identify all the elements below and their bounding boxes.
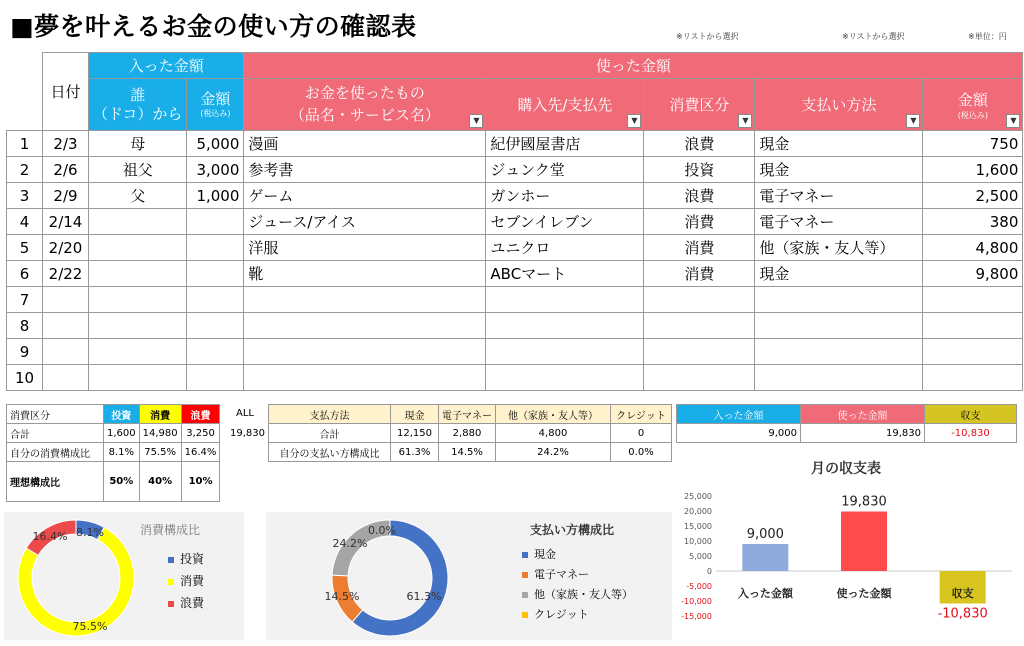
legend-swatch-credit bbox=[522, 612, 528, 618]
row-number: 9 bbox=[7, 339, 43, 365]
all-label: ALL bbox=[236, 408, 254, 419]
date-cell[interactable] bbox=[43, 365, 89, 391]
legend-investment bbox=[168, 550, 204, 567]
date-cell[interactable]: 2/6 bbox=[43, 157, 89, 183]
income-group-header: 入った金額 bbox=[89, 53, 244, 79]
method-donut-panel bbox=[266, 512, 672, 640]
legend-swatch-consumption bbox=[168, 579, 174, 585]
legend-swatch-emoney bbox=[522, 572, 528, 578]
from-cell[interactable] bbox=[89, 209, 187, 235]
balance-chart-title: 月の収支表 bbox=[811, 461, 881, 477]
y-tick-label: -5,000 bbox=[686, 582, 712, 591]
category-label-1: 使った金額 bbox=[836, 587, 892, 600]
method-cell[interactable] bbox=[755, 339, 923, 365]
income-cell[interactable] bbox=[187, 365, 244, 391]
method-cell[interactable]: 現金 bbox=[755, 131, 923, 157]
category-cell[interactable]: 消費 bbox=[644, 235, 755, 261]
row-number: 10 bbox=[7, 365, 43, 391]
ratio-consumption: 75.5% bbox=[139, 443, 181, 462]
legend-waste-label: 浪費 bbox=[180, 596, 205, 610]
category-cell[interactable] bbox=[644, 365, 755, 391]
from-cell[interactable] bbox=[89, 365, 187, 391]
item-header-line2: （品名・サービス名） bbox=[289, 105, 440, 124]
ratio-investment: 8.1% bbox=[104, 443, 140, 462]
category-donut-value-label-2: 16.4% bbox=[32, 530, 68, 543]
unit-note: ※単位：円 bbox=[968, 32, 1007, 41]
method-cell[interactable]: 他（家族・友人等） bbox=[755, 235, 923, 261]
balance-income-header: 入った金額 bbox=[677, 405, 801, 424]
income-amount-label: 金額 bbox=[200, 90, 231, 109]
store-cell[interactable]: 紀伊國屋書店 bbox=[486, 131, 644, 157]
table-row bbox=[7, 287, 1023, 313]
col-consumption: 消費 bbox=[139, 405, 181, 424]
category-header bbox=[644, 79, 755, 131]
method-donut-value-label-3: 0.0% bbox=[368, 524, 396, 537]
store-header-label: 購入先/支払先 bbox=[517, 96, 613, 114]
y-tick-label: 25,000 bbox=[684, 492, 712, 501]
item-cell[interactable] bbox=[244, 313, 486, 339]
legend-other bbox=[522, 586, 633, 602]
balance-spent-header: 使った金額 bbox=[801, 405, 925, 424]
method-cell[interactable]: 電子マネー bbox=[755, 183, 923, 209]
row-number: 4 bbox=[7, 209, 43, 235]
total-consumption: 14,980 bbox=[139, 424, 181, 443]
y-tick-label: 0 bbox=[706, 567, 712, 576]
table-row bbox=[7, 339, 1023, 365]
category-cell[interactable]: 浪費 bbox=[644, 183, 755, 209]
bar-value-label-1: 19,830 bbox=[841, 494, 887, 510]
income-cell[interactable] bbox=[187, 339, 244, 365]
item-cell[interactable]: ジュース/アイス bbox=[244, 209, 486, 235]
corner-cell-2 bbox=[7, 79, 43, 131]
method-header-label: 支払い方法 bbox=[801, 96, 877, 114]
category-label-2: 収支 bbox=[951, 587, 974, 600]
row-number: 3 bbox=[7, 183, 43, 209]
method-cell[interactable]: 現金 bbox=[755, 157, 923, 183]
amount-cell[interactable] bbox=[923, 287, 1023, 313]
table-row bbox=[7, 157, 1023, 183]
who-header bbox=[89, 79, 187, 131]
income-cell[interactable] bbox=[187, 261, 244, 287]
store-cell[interactable] bbox=[486, 287, 644, 313]
row-number: 5 bbox=[7, 235, 43, 261]
method-donut-value-label-1: 14.5% bbox=[324, 590, 360, 603]
ratio-cash: 61.3% bbox=[391, 443, 439, 462]
from-cell[interactable] bbox=[89, 313, 187, 339]
total-investment: 1,600 bbox=[104, 424, 140, 443]
income-amount-header bbox=[187, 79, 244, 131]
ideal-consumption: 40% bbox=[139, 462, 181, 502]
amount-cell[interactable]: 4,800 bbox=[923, 235, 1023, 261]
income-cell[interactable]: 5,000 bbox=[187, 131, 244, 157]
row-number: 1 bbox=[7, 131, 43, 157]
category-donut-panel bbox=[4, 512, 244, 640]
col-cash: 現金 bbox=[391, 405, 439, 424]
y-tick-label: 15,000 bbox=[684, 522, 712, 531]
legend-other-label: 他（家族・友人等） bbox=[534, 588, 633, 601]
list-note-1: ※リストから選択 bbox=[676, 32, 739, 41]
category-ratio-label: 自分の消費構成比 bbox=[7, 443, 104, 462]
from-cell[interactable] bbox=[89, 287, 187, 313]
amount-cell[interactable] bbox=[923, 339, 1023, 365]
total-waste: 3,250 bbox=[181, 424, 220, 443]
spent-amount-header bbox=[923, 79, 1023, 131]
table-row bbox=[7, 131, 1023, 157]
row-number: 7 bbox=[7, 287, 43, 313]
balance-bar-chart bbox=[676, 448, 1016, 640]
item-header bbox=[244, 79, 486, 131]
ideal-investment: 50% bbox=[104, 462, 140, 502]
category-cell[interactable] bbox=[644, 313, 755, 339]
amount-cell[interactable]: 2,500 bbox=[923, 183, 1023, 209]
category-donut-chart bbox=[4, 512, 244, 640]
total-other: 4,800 bbox=[496, 424, 611, 443]
table-row bbox=[7, 261, 1023, 287]
method-donut-value-label-0: 61.3% bbox=[406, 590, 442, 603]
legend-credit bbox=[522, 606, 589, 622]
from-cell[interactable] bbox=[89, 261, 187, 287]
category-cell[interactable]: 消費 bbox=[644, 209, 755, 235]
category-cell[interactable]: 消費 bbox=[644, 261, 755, 287]
amount-cell[interactable] bbox=[923, 313, 1023, 339]
total-credit: 0 bbox=[611, 424, 672, 443]
from-cell[interactable] bbox=[89, 235, 187, 261]
y-tick-label: -10,000 bbox=[681, 597, 712, 606]
method-cell[interactable]: 電子マネー bbox=[755, 209, 923, 235]
bar-value-label-0: 9,000 bbox=[746, 527, 784, 542]
legend-cash bbox=[522, 546, 556, 562]
item-filter-dropdown[interactable]: ▼ bbox=[469, 114, 483, 128]
amount-cell[interactable]: 1,600 bbox=[923, 157, 1023, 183]
ratio-other: 24.2% bbox=[496, 443, 611, 462]
table-row bbox=[7, 365, 1023, 391]
col-emoney: 電子マネー bbox=[439, 405, 496, 424]
item-cell[interactable]: ゲーム bbox=[244, 183, 486, 209]
page-title: ■夢を叶えるお金の使い方の確認表 bbox=[10, 12, 417, 41]
legend-swatch-cash bbox=[522, 552, 528, 558]
method-donut-title: 支払い方構成比 bbox=[530, 523, 615, 537]
method-ratio-label: 自分の支払い方構成比 bbox=[269, 443, 391, 462]
category-donut-value-label-0: 8.1% bbox=[76, 526, 104, 539]
all-total: 19,830 bbox=[230, 428, 265, 439]
from-cell[interactable]: 祖父 bbox=[89, 157, 187, 183]
ratio-credit: 0.0% bbox=[611, 443, 672, 462]
category-label-0: 入った金額 bbox=[737, 587, 793, 600]
legend-credit-label: クレジット bbox=[534, 608, 589, 621]
store-cell[interactable] bbox=[486, 339, 644, 365]
category-total-label: 合計 bbox=[7, 424, 104, 443]
y-tick-label: 10,000 bbox=[684, 537, 712, 546]
table-row bbox=[7, 313, 1023, 339]
store-cell[interactable]: ABCマート bbox=[486, 261, 644, 287]
legend-swatch-other bbox=[522, 592, 528, 598]
item-cell[interactable]: 洋服 bbox=[244, 235, 486, 261]
bar-value-label-2: -10,830 bbox=[937, 606, 988, 622]
legend-cash-label: 現金 bbox=[534, 548, 556, 561]
from-cell[interactable] bbox=[89, 339, 187, 365]
y-tick-label: 20,000 bbox=[684, 507, 712, 516]
col-other: 他（家族・友人等） bbox=[496, 405, 611, 424]
spent-group-header: 使った金額 bbox=[244, 53, 1023, 79]
balance-table bbox=[676, 404, 1017, 443]
spent-amount-label: 金額 bbox=[957, 90, 988, 109]
row-number: 8 bbox=[7, 313, 43, 339]
category-cell[interactable]: 投資 bbox=[644, 157, 755, 183]
category-cell[interactable] bbox=[644, 287, 755, 313]
method-cell[interactable]: 現金 bbox=[755, 261, 923, 287]
legend-emoney-label: 電子マネー bbox=[534, 568, 589, 581]
category-cell[interactable] bbox=[644, 339, 755, 365]
legend-emoney bbox=[522, 566, 589, 582]
store-cell[interactable]: ユニクロ bbox=[486, 235, 644, 261]
store-cell[interactable]: ガンホー bbox=[486, 183, 644, 209]
legend-investment-label: 投資 bbox=[180, 552, 205, 566]
date-cell[interactable] bbox=[43, 287, 89, 313]
date-cell[interactable] bbox=[43, 339, 89, 365]
who-header-line1: 誰 bbox=[130, 85, 146, 104]
category-summary-table bbox=[6, 404, 220, 502]
date-cell[interactable]: 2/22 bbox=[43, 261, 89, 287]
date-cell[interactable]: 2/20 bbox=[43, 235, 89, 261]
y-tick-label: 5,000 bbox=[689, 552, 712, 561]
ratio-waste: 16.4% bbox=[181, 443, 220, 462]
income-cell[interactable]: 1,000 bbox=[187, 183, 244, 209]
item-cell[interactable]: 靴 bbox=[244, 261, 486, 287]
method-summary-table bbox=[268, 404, 672, 462]
table-row bbox=[7, 209, 1023, 235]
method-header bbox=[755, 79, 923, 131]
item-header-line1: お金を使ったもの bbox=[304, 83, 425, 102]
date-cell[interactable]: 2/14 bbox=[43, 209, 89, 235]
item-cell[interactable] bbox=[244, 365, 486, 391]
table-row bbox=[7, 183, 1023, 209]
ideal-waste: 10% bbox=[181, 462, 220, 502]
store-header bbox=[486, 79, 644, 131]
method-label: 支払方法 bbox=[269, 405, 391, 424]
total-emoney: 2,880 bbox=[439, 424, 496, 443]
who-header-line2: （ドコ）から bbox=[93, 104, 183, 123]
income-cell[interactable]: 3,000 bbox=[187, 157, 244, 183]
legend-swatch-investment bbox=[168, 557, 174, 563]
category-filter-dropdown[interactable]: ▼ bbox=[738, 114, 752, 128]
store-cell[interactable] bbox=[486, 313, 644, 339]
col-investment: 投資 bbox=[104, 405, 140, 424]
method-cell[interactable] bbox=[755, 365, 923, 391]
method-cell[interactable] bbox=[755, 313, 923, 339]
balance-net-value: -10,830 bbox=[925, 424, 1017, 443]
ideal-ratio-label: 理想構成比 bbox=[7, 462, 104, 502]
item-cell[interactable] bbox=[244, 287, 486, 313]
balance-net-header: 収支 bbox=[925, 405, 1017, 424]
income-cell[interactable] bbox=[187, 209, 244, 235]
date-header: 日付 bbox=[43, 53, 89, 131]
ledger-table bbox=[6, 52, 1023, 391]
store-cell[interactable] bbox=[486, 365, 644, 391]
category-cell[interactable]: 浪費 bbox=[644, 131, 755, 157]
table-row bbox=[7, 235, 1023, 261]
store-cell[interactable]: セブンイレブン bbox=[486, 209, 644, 235]
method-filter-dropdown[interactable]: ▼ bbox=[906, 114, 920, 128]
legend-consumption bbox=[168, 572, 204, 589]
method-donut-value-label-2: 24.2% bbox=[332, 537, 368, 550]
item-cell[interactable] bbox=[244, 339, 486, 365]
balance-spent-value: 19,830 bbox=[801, 424, 925, 443]
balance-chart-panel bbox=[676, 448, 1016, 640]
amount-cell[interactable]: 380 bbox=[923, 209, 1023, 235]
income-cell[interactable] bbox=[187, 235, 244, 261]
legend-consumption-label: 消費 bbox=[180, 574, 205, 588]
income-cell[interactable] bbox=[187, 313, 244, 339]
row-number: 2 bbox=[7, 157, 43, 183]
category-header-label: 消費区分 bbox=[669, 96, 730, 114]
date-cell[interactable]: 2/3 bbox=[43, 131, 89, 157]
amount-cell[interactable]: 9,800 bbox=[923, 261, 1023, 287]
from-cell[interactable]: 父 bbox=[89, 183, 187, 209]
corner-cell bbox=[7, 53, 43, 79]
col-waste: 浪費 bbox=[181, 405, 220, 424]
total-cash: 12,150 bbox=[391, 424, 439, 443]
income-cell[interactable] bbox=[187, 287, 244, 313]
item-cell[interactable]: 参考書 bbox=[244, 157, 486, 183]
list-note-2: ※リストから選択 bbox=[842, 32, 905, 41]
store-filter-dropdown[interactable]: ▼ bbox=[627, 114, 641, 128]
y-tick-label: -15,000 bbox=[681, 612, 712, 621]
ratio-emoney: 14.5% bbox=[439, 443, 496, 462]
store-cell[interactable]: ジュンク堂 bbox=[486, 157, 644, 183]
legend-waste bbox=[168, 594, 204, 611]
amount-cell[interactable] bbox=[923, 365, 1023, 391]
bar-1 bbox=[841, 512, 887, 571]
bar-0 bbox=[742, 544, 788, 571]
row-number: 6 bbox=[7, 261, 43, 287]
category-donut-title: 消費構成比 bbox=[140, 523, 201, 537]
legend-swatch-waste bbox=[168, 601, 174, 607]
col-credit: クレジット bbox=[611, 405, 672, 424]
from-cell[interactable]: 母 bbox=[89, 131, 187, 157]
date-cell[interactable] bbox=[43, 313, 89, 339]
amount-filter-dropdown[interactable]: ▼ bbox=[1006, 114, 1020, 128]
item-cell[interactable]: 漫画 bbox=[244, 131, 486, 157]
income-tax-note: (税込み) bbox=[200, 108, 231, 118]
method-cell[interactable] bbox=[755, 287, 923, 313]
date-cell[interactable]: 2/9 bbox=[43, 183, 89, 209]
method-total-label: 合計 bbox=[269, 424, 391, 443]
category-label: 消費区分 bbox=[7, 405, 104, 424]
balance-income-value: 9,000 bbox=[677, 424, 801, 443]
spent-tax-note: (税込み) bbox=[957, 110, 989, 120]
amount-cell[interactable]: 750 bbox=[923, 131, 1023, 157]
category-donut-value-label-1: 75.5% bbox=[72, 620, 108, 633]
